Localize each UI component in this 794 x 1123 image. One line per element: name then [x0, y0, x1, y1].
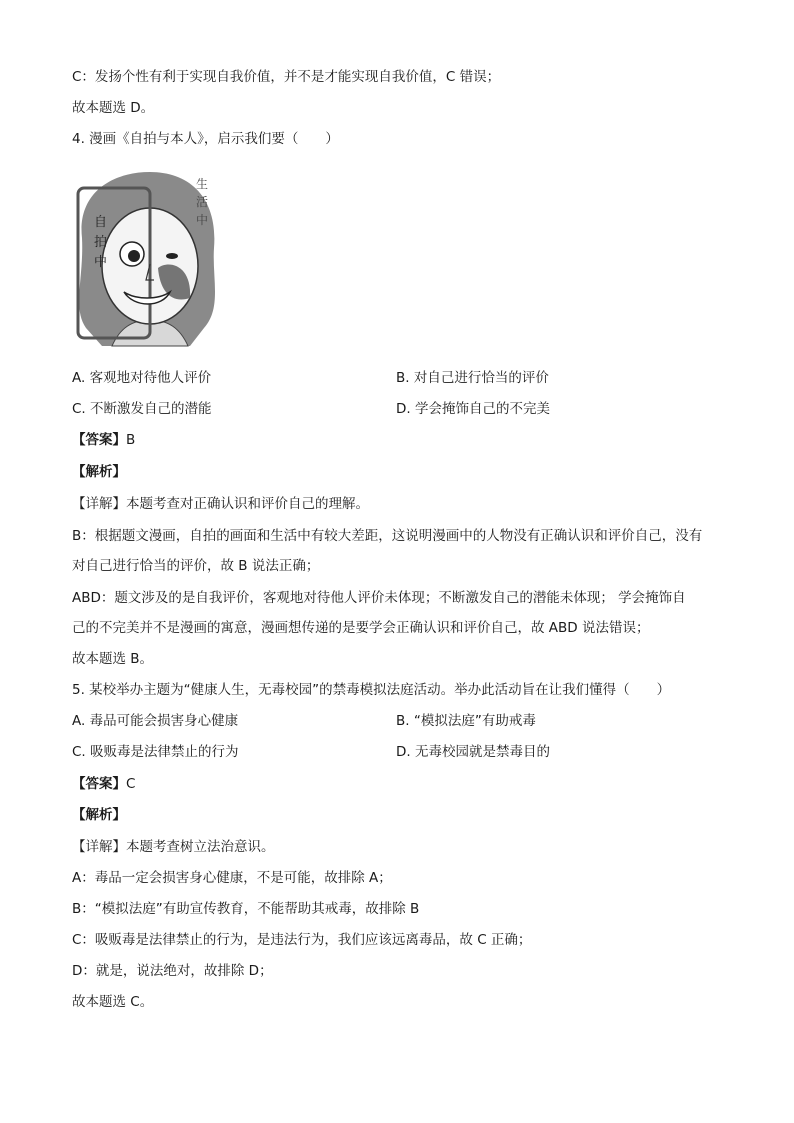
q4-option-c: C. 不断激发自己的潜能 — [72, 401, 212, 417]
q4-answer-tag: 【答案】 — [72, 432, 126, 448]
prev-explanation-c: C：发扬个性有利于实现自我价值，并不是才能实现自我价值，C 错误； — [72, 69, 501, 85]
cartoon-right-char-1: 生 — [196, 177, 209, 191]
q4-explanation-b-1: B：根据题文漫画，自拍的画面和生活中有较大差距，这说明漫画中的人物没有正确认识和评价自己，没有 — [72, 528, 703, 544]
q5-option-a: A. 毒品可能会损害身心健康 — [72, 713, 239, 729]
q4-answer-value: B — [126, 432, 136, 448]
q5-explanation-c: C：吸贩毒是法律禁止的行为，是违法行为，我们应该远离毒品，故 C 正确； — [72, 932, 532, 948]
q4-explanation-abd-2: 己的不完美并不是漫画的寓意，漫画想传递的是要学会正确认识和评价自己，故 ABD 说法错误； — [72, 620, 650, 636]
q5-explanation-d: D：就是，说法绝对，故排除 D； — [72, 963, 273, 979]
q5-option-c: C. 吸贩毒是法律禁止的行为 — [72, 744, 239, 760]
cartoon-left-char-3: 中 — [94, 255, 108, 270]
q5-analysis-tag: 【解析】 — [72, 807, 126, 823]
q5-answer-line — [72, 775, 135, 793]
q5-stem: 5. 某校举办主题为“健康人生，无毒校园”的禁毒模拟法庭活动。举办此活动旨在让我们懂得（ ） — [72, 682, 671, 698]
q5-option-d: D. 无毒校园就是禁毒目的 — [396, 744, 550, 760]
q4-explanation-abd-1: ABD：题文涉及的是自我评价，客观地对待他人评价未体现；不断激发自己的潜能未体现； 学会掩饰自 — [72, 590, 686, 606]
q5-answer-tag: 【答案】 — [72, 776, 126, 792]
q5-answer-value: C — [126, 776, 136, 792]
q5-explanation-a: A：毒品一定会损害身心健康，不是可能，故排除 A； — [72, 870, 392, 886]
q4-analysis-tag: 【解析】 — [72, 464, 126, 480]
prev-conclusion: 故本题选 D。 — [72, 100, 155, 116]
cartoon-right-char-2: 活 — [196, 195, 209, 209]
q4-answer-line — [72, 431, 135, 449]
q4-stem: 4. 漫画《自拍与本人》，启示我们要（ ） — [72, 131, 339, 147]
q4-detail: 【详解】本题考查对正确认识和评价自己的理解。 — [72, 496, 369, 512]
q4-option-d: D. 学会掩饰自己的不完美 — [396, 401, 550, 417]
q4-conclusion: 故本题选 B。 — [72, 651, 154, 667]
q5-explanation-b: B：“模拟法庭”有助宣传教育，不能帮助其戒毒，故排除 B — [72, 901, 420, 917]
cartoon-left-char-1: 自 — [94, 215, 108, 230]
q4-explanation-b-2: 对自己进行恰当的评价，故 B 说法正确； — [72, 558, 320, 574]
q4-option-b: B. 对自己进行恰当的评价 — [396, 370, 549, 386]
q5-detail: 【详解】本题考查树立法治意识。 — [72, 839, 275, 855]
q4-option-a: A. 客观地对待他人评价 — [72, 370, 212, 386]
cartoon-left-char-2: 拍 — [94, 235, 108, 250]
cartoon-right-char-3: 中 — [196, 213, 209, 227]
q5-conclusion: 故本题选 C。 — [72, 994, 154, 1010]
q4-cartoon-image — [72, 168, 224, 352]
q5-option-b: B. “模拟法庭”有助戒毒 — [396, 713, 536, 729]
